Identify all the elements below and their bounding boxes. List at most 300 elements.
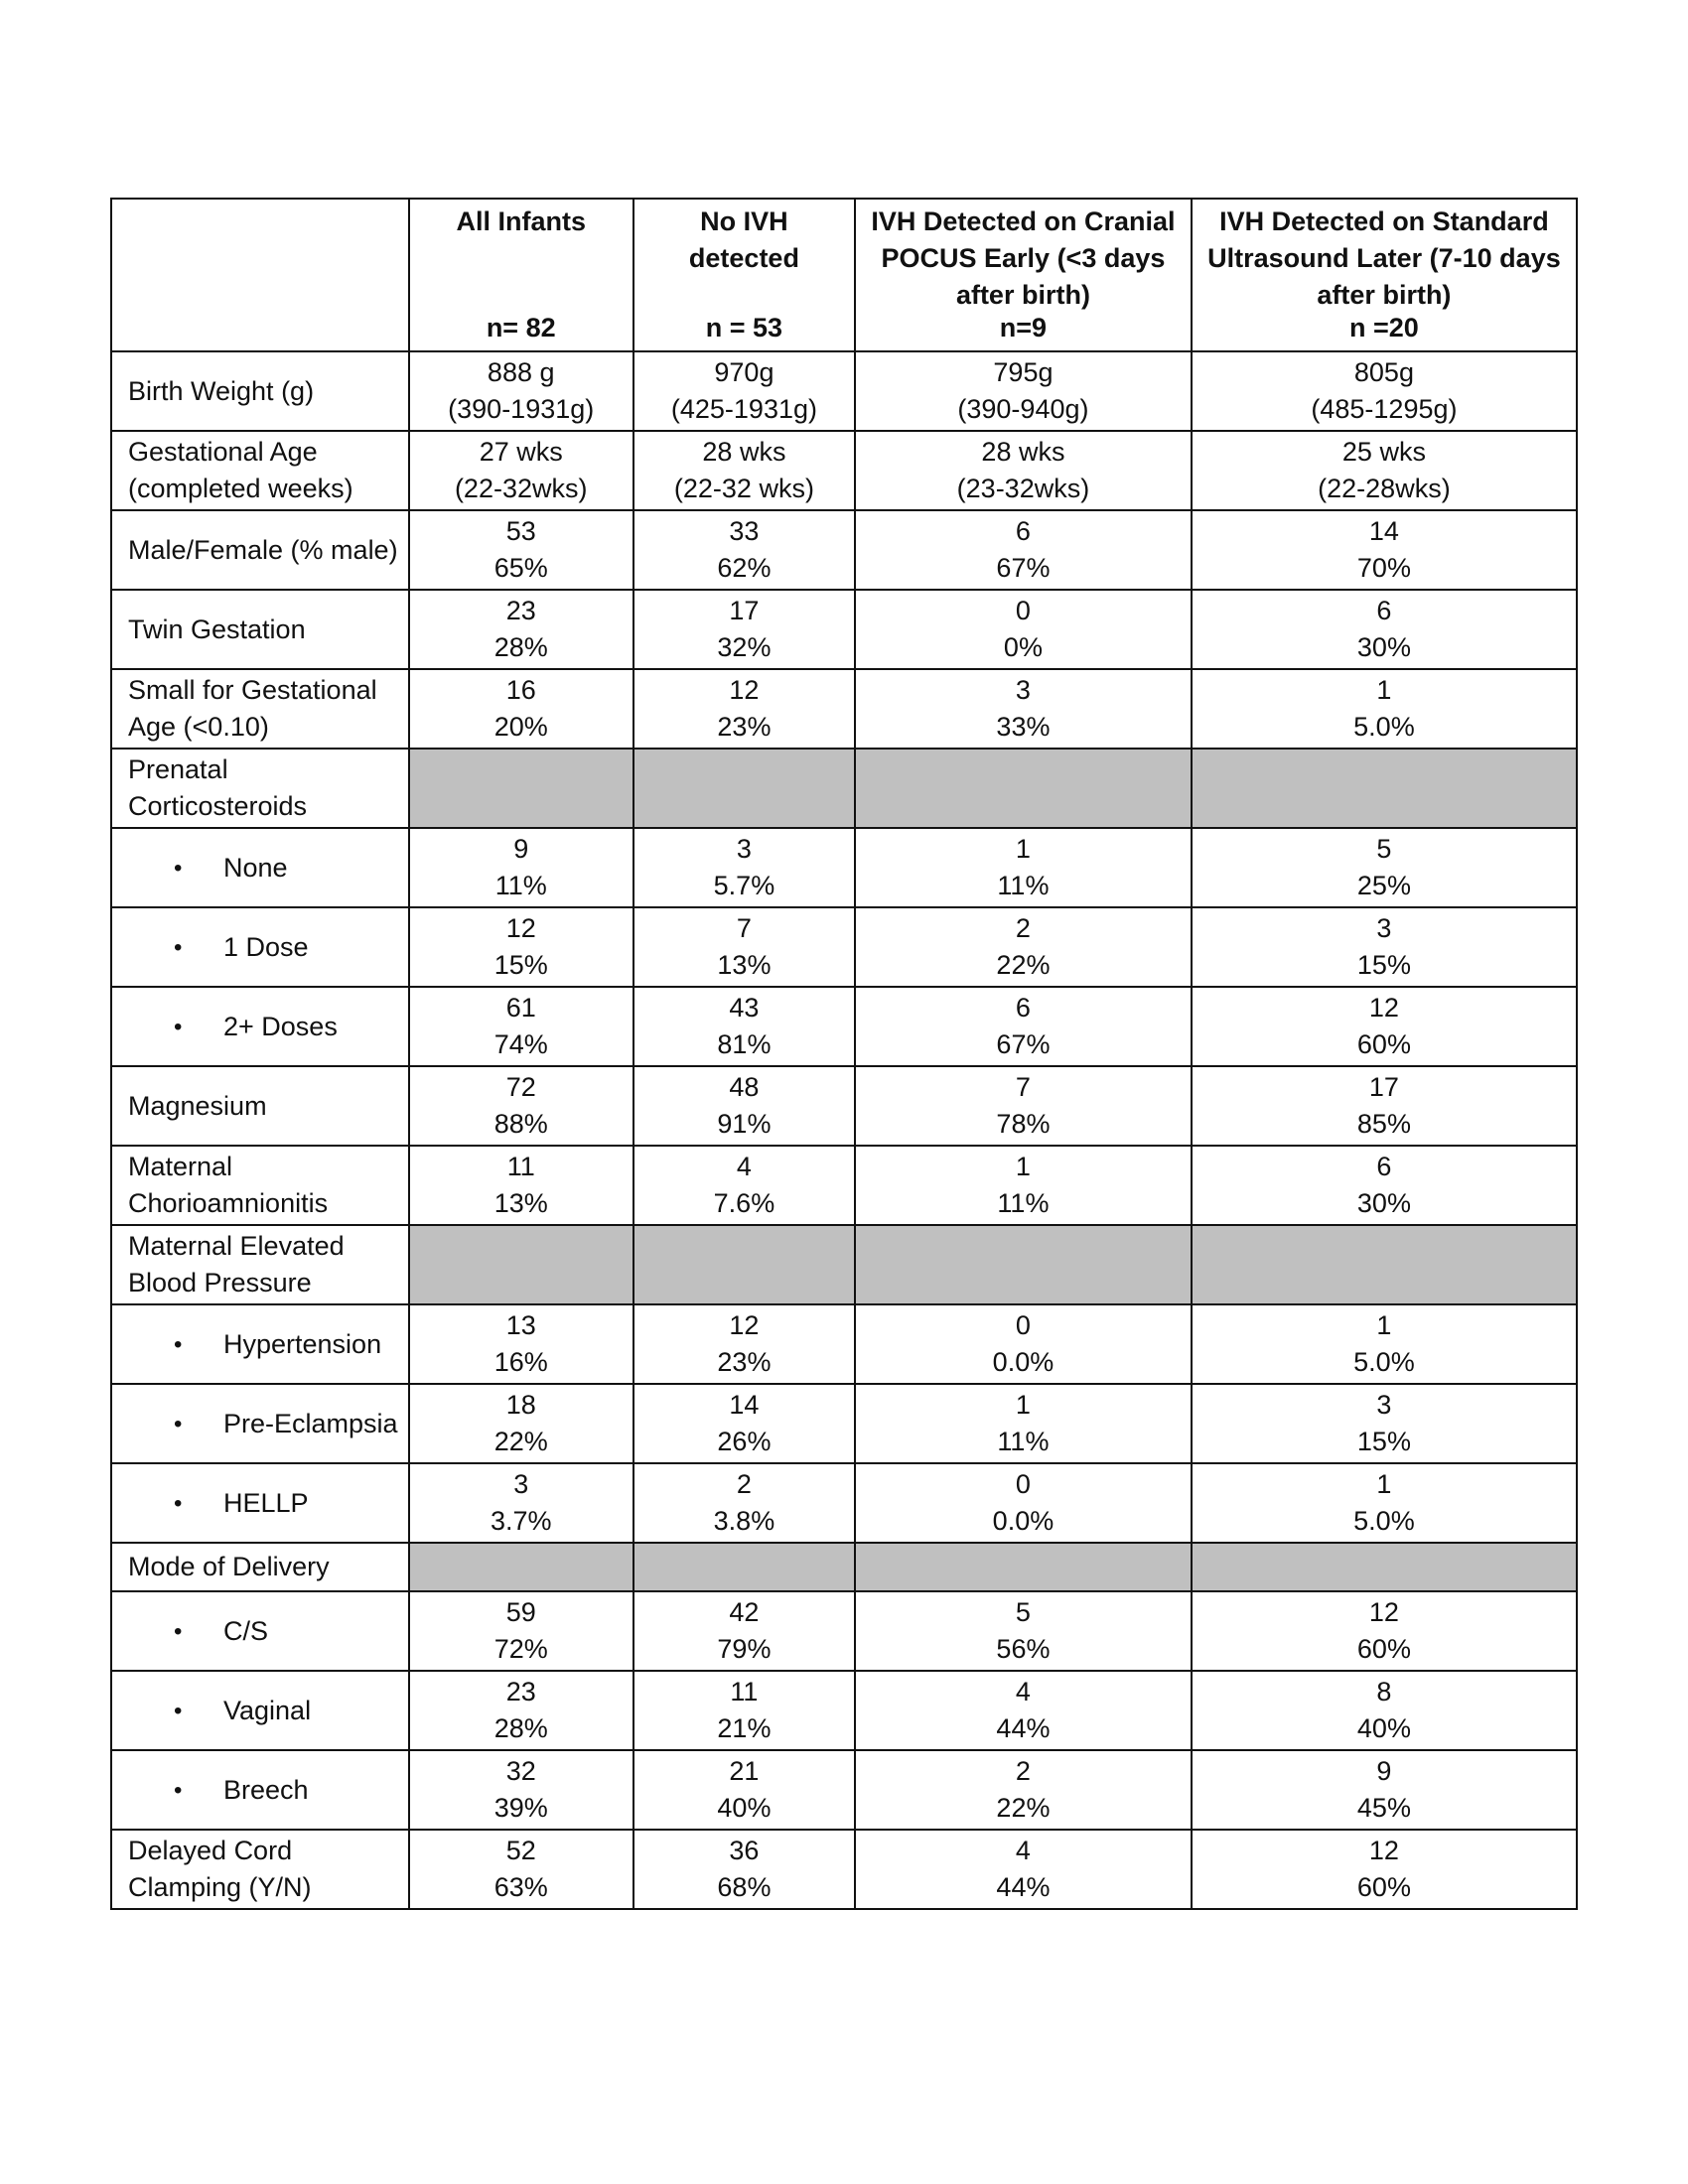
header-title: IVH Detected on Standard Ultrasound Later (7-10 days after birth) xyxy=(1207,206,1561,310)
value-primary: 5 xyxy=(1015,1597,1031,1627)
value-cell xyxy=(409,1066,633,1146)
value-secondary: 67% xyxy=(996,553,1051,583)
value-secondary: (425-1931g) xyxy=(670,394,817,424)
shaded-cell xyxy=(855,1543,1192,1591)
value-secondary: 45% xyxy=(1356,1793,1411,1823)
value-secondary: 5.0% xyxy=(1353,1506,1415,1536)
value-primary: 12 xyxy=(505,913,536,943)
value-secondary: 11% xyxy=(494,871,547,900)
row-label xyxy=(111,828,409,907)
value-primary: 12 xyxy=(1368,1597,1399,1627)
shaded-cell xyxy=(633,1225,855,1304)
row-label xyxy=(111,749,409,828)
shaded-cell xyxy=(855,749,1192,828)
value-secondary: 33% xyxy=(996,712,1051,742)
value-primary: 7 xyxy=(736,913,752,943)
table-row xyxy=(111,1750,1577,1830)
value-primary: 3 xyxy=(513,1469,529,1499)
value-primary: 4 xyxy=(1015,1677,1031,1706)
value-secondary: (22-32 wks) xyxy=(673,474,814,503)
bullet-icon: • xyxy=(174,854,183,882)
value-cell xyxy=(1192,1671,1577,1750)
value-secondary: 15% xyxy=(493,950,548,980)
value-secondary: 11% xyxy=(997,1188,1050,1218)
table-row xyxy=(111,1066,1577,1146)
value-cell xyxy=(1192,351,1577,431)
row-label xyxy=(111,987,409,1066)
value-primary: 6 xyxy=(1015,516,1031,546)
row-label xyxy=(111,1463,409,1543)
value-cell xyxy=(855,431,1192,510)
row-label-text: Magnesium xyxy=(128,1090,267,1121)
row-label-text: Small for Gestational Age (<0.10) xyxy=(128,675,377,742)
value-cell xyxy=(1192,1463,1577,1543)
value-secondary: 68% xyxy=(717,1872,772,1902)
row-label xyxy=(111,351,409,431)
value-secondary: 28% xyxy=(493,1713,548,1743)
shaded-cell xyxy=(633,1543,855,1591)
value-cell xyxy=(855,1463,1192,1543)
value-secondary: 40% xyxy=(1356,1713,1411,1743)
value-primary: 12 xyxy=(1368,1836,1399,1865)
row-label-text: 1 Dose xyxy=(223,931,309,962)
value-secondary: 3.7% xyxy=(490,1506,552,1536)
value-primary: 12 xyxy=(1368,993,1399,1023)
row-label-text: 2+ Doses xyxy=(223,1011,338,1041)
value-secondary: 13% xyxy=(493,1188,548,1218)
value-cell xyxy=(1192,669,1577,749)
bullet-icon: • xyxy=(174,1776,183,1804)
value-cell xyxy=(633,1384,855,1463)
value-secondary: 44% xyxy=(996,1713,1051,1743)
value-cell xyxy=(409,431,633,510)
row-label-text: Mode of Delivery xyxy=(128,1552,330,1581)
value-secondary: 30% xyxy=(1356,632,1411,662)
value-primary: 1 xyxy=(1015,1152,1031,1181)
value-primary: 888 g xyxy=(487,357,555,387)
value-secondary: 0.0% xyxy=(992,1347,1055,1377)
value-primary: 59 xyxy=(505,1597,536,1627)
row-label-text: Breech xyxy=(223,1774,309,1805)
value-cell xyxy=(409,1146,633,1225)
value-cell xyxy=(633,987,855,1066)
value-cell xyxy=(633,1463,855,1543)
value-secondary: 60% xyxy=(1356,1029,1411,1059)
value-primary: 12 xyxy=(729,675,760,705)
value-secondary: 78% xyxy=(996,1109,1051,1139)
value-secondary: 79% xyxy=(717,1634,772,1664)
value-secondary: 81% xyxy=(717,1029,772,1059)
header-n: n =20 xyxy=(1349,313,1419,342)
value-secondary: 60% xyxy=(1356,1634,1411,1664)
header-title: IVH Detected on Cranial POCUS Early (<3 days after birth) xyxy=(871,206,1176,310)
row-label-text: C/S xyxy=(223,1615,269,1646)
value-cell xyxy=(1192,1384,1577,1463)
value-primary: 52 xyxy=(505,1836,536,1865)
table-row xyxy=(111,590,1577,669)
value-secondary: 11% xyxy=(997,871,1050,900)
table-row xyxy=(111,351,1577,431)
value-primary: 17 xyxy=(729,596,760,625)
value-cell xyxy=(409,1830,633,1909)
value-secondary: 60% xyxy=(1356,1872,1411,1902)
value-cell xyxy=(633,1830,855,1909)
table-row xyxy=(111,1304,1577,1384)
table-row xyxy=(111,1830,1577,1909)
value-cell xyxy=(633,1591,855,1671)
value-primary: 1 xyxy=(1376,1310,1392,1340)
value-secondary: 62% xyxy=(717,553,772,583)
header-ivh-standard-later xyxy=(1192,199,1577,351)
value-cell xyxy=(633,590,855,669)
value-secondary: 25% xyxy=(1356,871,1411,900)
value-primary: 0 xyxy=(1015,596,1031,625)
value-cell xyxy=(1192,1146,1577,1225)
value-primary: 3 xyxy=(1376,1390,1392,1420)
table-row xyxy=(111,510,1577,590)
value-secondary: (22-28wks) xyxy=(1318,474,1451,503)
value-cell xyxy=(409,828,633,907)
value-secondary: 32% xyxy=(717,632,772,662)
row-label xyxy=(111,1591,409,1671)
value-cell xyxy=(409,1384,633,1463)
header-all-infants xyxy=(409,199,633,351)
value-cell xyxy=(1192,987,1577,1066)
bullet-icon: • xyxy=(174,1013,183,1040)
value-primary: 3 xyxy=(736,834,752,864)
bullet-icon: • xyxy=(174,1617,183,1645)
value-primary: 1 xyxy=(1015,834,1031,864)
row-label-text: Male/Female (% male) xyxy=(128,534,398,565)
row-label xyxy=(111,1304,409,1384)
row-label xyxy=(111,431,409,510)
value-cell xyxy=(409,669,633,749)
value-cell xyxy=(1192,1591,1577,1671)
table-body xyxy=(111,351,1577,1909)
value-secondary: 5.0% xyxy=(1353,712,1415,742)
value-cell xyxy=(1192,510,1577,590)
shaded-cell xyxy=(855,1225,1192,1304)
value-cell xyxy=(633,669,855,749)
value-secondary: (22-32wks) xyxy=(454,474,588,503)
value-secondary: 22% xyxy=(996,950,1051,980)
value-cell xyxy=(633,907,855,987)
value-cell xyxy=(855,510,1192,590)
shaded-cell xyxy=(409,1225,633,1304)
value-cell xyxy=(409,1463,633,1543)
value-cell xyxy=(855,1304,1192,1384)
row-label xyxy=(111,1225,409,1304)
row-label xyxy=(111,1384,409,1463)
value-primary: 3 xyxy=(1015,675,1031,705)
value-cell xyxy=(855,987,1192,1066)
value-secondary: (390-1931g) xyxy=(448,394,595,424)
value-cell xyxy=(409,907,633,987)
header-no-ivh xyxy=(633,199,855,351)
value-cell xyxy=(1192,1830,1577,1909)
value-primary: 21 xyxy=(729,1756,760,1786)
value-secondary: 67% xyxy=(996,1029,1051,1059)
row-label-text: Maternal Chorioamnionitis xyxy=(128,1152,329,1218)
value-secondary: 23% xyxy=(717,712,772,742)
value-secondary: 74% xyxy=(493,1029,548,1059)
row-label-text: Gestational Age (completed weeks) xyxy=(128,437,353,503)
table-row xyxy=(111,907,1577,987)
value-secondary: 5.7% xyxy=(713,871,775,900)
bullet-icon: • xyxy=(174,1697,183,1724)
bullet-icon: • xyxy=(174,1489,183,1517)
value-primary: 6 xyxy=(1015,993,1031,1023)
value-primary: 25 wks xyxy=(1341,437,1426,467)
value-secondary: 72% xyxy=(493,1634,548,1664)
value-primary: 2 xyxy=(736,1469,752,1499)
table-row xyxy=(111,987,1577,1066)
value-secondary: (390-940g) xyxy=(957,394,1089,424)
value-primary: 32 xyxy=(505,1756,536,1786)
header-title: All Infants xyxy=(456,206,586,236)
row-label xyxy=(111,1671,409,1750)
shaded-cell xyxy=(1192,1543,1577,1591)
value-primary: 27 wks xyxy=(479,437,563,467)
table-row xyxy=(111,1146,1577,1225)
value-secondary: 23% xyxy=(717,1347,772,1377)
value-primary: 14 xyxy=(1368,516,1399,546)
value-primary: 11 xyxy=(506,1152,535,1181)
value-cell xyxy=(633,1304,855,1384)
value-primary: 970g xyxy=(714,357,774,387)
value-primary: 28 wks xyxy=(981,437,1065,467)
value-primary: 4 xyxy=(736,1152,752,1181)
value-secondary: 21% xyxy=(717,1713,772,1743)
value-primary: 14 xyxy=(729,1390,760,1420)
value-secondary: 0% xyxy=(1003,632,1043,662)
value-primary: 5 xyxy=(1376,834,1392,864)
bullet-icon: • xyxy=(174,1330,183,1358)
header-n: n= 82 xyxy=(486,313,556,342)
value-cell xyxy=(633,1750,855,1830)
value-cell xyxy=(1192,828,1577,907)
section-row xyxy=(111,1543,1577,1591)
value-cell xyxy=(409,1591,633,1671)
value-cell xyxy=(855,1591,1192,1671)
value-primary: 2 xyxy=(1015,913,1031,943)
value-primary: 36 xyxy=(729,1836,760,1865)
row-label xyxy=(111,1146,409,1225)
row-label xyxy=(111,510,409,590)
row-label xyxy=(111,1830,409,1909)
value-primary: 42 xyxy=(729,1597,760,1627)
header-title: No IVH detected xyxy=(688,206,799,273)
value-cell xyxy=(1192,431,1577,510)
row-label-text: Twin Gestation xyxy=(128,614,306,644)
value-primary: 33 xyxy=(729,516,760,546)
value-primary: 72 xyxy=(505,1072,536,1102)
value-primary: 23 xyxy=(505,596,536,625)
value-cell xyxy=(855,1066,1192,1146)
table-row xyxy=(111,1384,1577,1463)
table-row xyxy=(111,1463,1577,1543)
value-primary: 9 xyxy=(513,834,529,864)
header-ivh-pocus-early xyxy=(855,199,1192,351)
value-primary: 43 xyxy=(729,993,760,1023)
row-label-text: None xyxy=(223,852,288,883)
value-primary: 0 xyxy=(1015,1469,1031,1499)
row-label-text: Birth Weight (g) xyxy=(128,375,315,406)
row-label-text: Vaginal xyxy=(223,1695,312,1725)
characteristics-table xyxy=(110,198,1578,1910)
header-cell-empty xyxy=(111,199,409,351)
value-secondary: 26% xyxy=(717,1427,772,1456)
value-cell xyxy=(633,828,855,907)
value-primary: 13 xyxy=(505,1310,536,1340)
table-row xyxy=(111,431,1577,510)
value-cell xyxy=(855,1384,1192,1463)
value-secondary: 11% xyxy=(997,1427,1050,1456)
value-cell xyxy=(1192,1304,1577,1384)
value-cell xyxy=(409,1304,633,1384)
section-row xyxy=(111,749,1577,828)
value-secondary: 22% xyxy=(996,1793,1051,1823)
value-primary: 1 xyxy=(1015,1390,1031,1420)
value-secondary: (23-32wks) xyxy=(956,474,1090,503)
value-primary: 16 xyxy=(505,675,536,705)
value-primary: 805g xyxy=(1353,357,1414,387)
value-primary: 3 xyxy=(1376,913,1392,943)
value-cell xyxy=(1192,1066,1577,1146)
value-primary: 48 xyxy=(729,1072,760,1102)
value-primary: 9 xyxy=(1376,1756,1392,1786)
value-primary: 17 xyxy=(1368,1072,1399,1102)
value-primary: 2 xyxy=(1015,1756,1031,1786)
value-cell xyxy=(633,510,855,590)
value-cell xyxy=(855,669,1192,749)
section-row xyxy=(111,1225,1577,1304)
value-secondary: 85% xyxy=(1356,1109,1411,1139)
value-secondary: 56% xyxy=(996,1634,1051,1664)
value-cell xyxy=(855,828,1192,907)
row-label-text: Hypertension xyxy=(223,1328,382,1359)
row-label-text: Pre-Eclampsia xyxy=(223,1408,398,1438)
value-cell xyxy=(633,1671,855,1750)
value-secondary: 40% xyxy=(717,1793,772,1823)
header-row xyxy=(111,199,1577,351)
value-primary: 28 wks xyxy=(702,437,786,467)
row-label-text: HELLP xyxy=(223,1487,309,1518)
value-primary: 795g xyxy=(993,357,1054,387)
shaded-cell xyxy=(409,1543,633,1591)
table-row xyxy=(111,1671,1577,1750)
value-cell xyxy=(409,987,633,1066)
table-row xyxy=(111,669,1577,749)
value-secondary: (485-1295g) xyxy=(1311,394,1458,424)
shaded-cell xyxy=(1192,749,1577,828)
value-cell xyxy=(633,431,855,510)
value-secondary: 5.0% xyxy=(1353,1347,1415,1377)
shaded-cell xyxy=(633,749,855,828)
value-cell xyxy=(409,351,633,431)
value-secondary: 30% xyxy=(1356,1188,1411,1218)
value-secondary: 15% xyxy=(1356,950,1411,980)
value-cell xyxy=(1192,1750,1577,1830)
shaded-cell xyxy=(409,749,633,828)
value-primary: 12 xyxy=(729,1310,760,1340)
value-primary: 1 xyxy=(1376,1469,1392,1499)
bullet-icon: • xyxy=(174,1410,183,1437)
value-primary: 4 xyxy=(1015,1836,1031,1865)
value-cell xyxy=(409,590,633,669)
value-secondary: 13% xyxy=(717,950,772,980)
value-cell xyxy=(409,1750,633,1830)
value-secondary: 15% xyxy=(1356,1427,1411,1456)
value-secondary: 7.6% xyxy=(713,1188,775,1218)
value-cell xyxy=(1192,907,1577,987)
value-secondary: 28% xyxy=(493,632,548,662)
value-secondary: 91% xyxy=(717,1109,772,1139)
table-row xyxy=(111,828,1577,907)
value-cell xyxy=(855,1146,1192,1225)
row-label xyxy=(111,1750,409,1830)
value-secondary: 70% xyxy=(1356,553,1411,583)
row-label xyxy=(111,1066,409,1146)
value-cell xyxy=(633,1066,855,1146)
value-primary: 1 xyxy=(1376,675,1392,705)
value-primary: 53 xyxy=(505,516,536,546)
value-primary: 23 xyxy=(505,1677,536,1706)
value-secondary: 20% xyxy=(493,712,548,742)
value-primary: 6 xyxy=(1376,596,1392,625)
value-primary: 6 xyxy=(1376,1152,1392,1181)
header-n: n=9 xyxy=(999,313,1048,342)
value-cell xyxy=(855,1750,1192,1830)
shaded-cell xyxy=(1192,1225,1577,1304)
value-cell xyxy=(855,1671,1192,1750)
value-primary: 18 xyxy=(505,1390,536,1420)
value-primary: 7 xyxy=(1015,1072,1031,1102)
table-row xyxy=(111,1591,1577,1671)
row-label xyxy=(111,669,409,749)
value-secondary: 0.0% xyxy=(992,1506,1055,1536)
value-secondary: 88% xyxy=(493,1109,548,1139)
header-n: n = 53 xyxy=(705,313,783,342)
value-secondary: 39% xyxy=(493,1793,548,1823)
value-secondary: 65% xyxy=(493,553,548,583)
value-primary: 8 xyxy=(1376,1677,1392,1706)
row-label-text: Delayed Cord Clamping (Y/N) xyxy=(128,1836,312,1902)
value-cell xyxy=(409,1671,633,1750)
value-cell xyxy=(855,590,1192,669)
row-label xyxy=(111,907,409,987)
value-primary: 11 xyxy=(730,1677,759,1706)
row-label-text: Maternal Elevated Blood Pressure xyxy=(128,1231,345,1297)
value-secondary: 44% xyxy=(996,1872,1051,1902)
value-secondary: 3.8% xyxy=(713,1506,775,1536)
value-cell xyxy=(409,510,633,590)
row-label xyxy=(111,1543,409,1591)
value-primary: 0 xyxy=(1015,1310,1031,1340)
value-cell xyxy=(855,907,1192,987)
value-cell xyxy=(855,351,1192,431)
value-primary: 61 xyxy=(505,993,536,1023)
value-secondary: 63% xyxy=(493,1872,548,1902)
value-cell xyxy=(855,1830,1192,1909)
bullet-icon: • xyxy=(174,933,183,961)
row-label-text: Prenatal Corticosteroids xyxy=(128,754,308,821)
row-label xyxy=(111,590,409,669)
value-secondary: 22% xyxy=(493,1427,548,1456)
value-cell xyxy=(633,351,855,431)
value-cell xyxy=(1192,590,1577,669)
value-secondary: 16% xyxy=(493,1347,548,1377)
